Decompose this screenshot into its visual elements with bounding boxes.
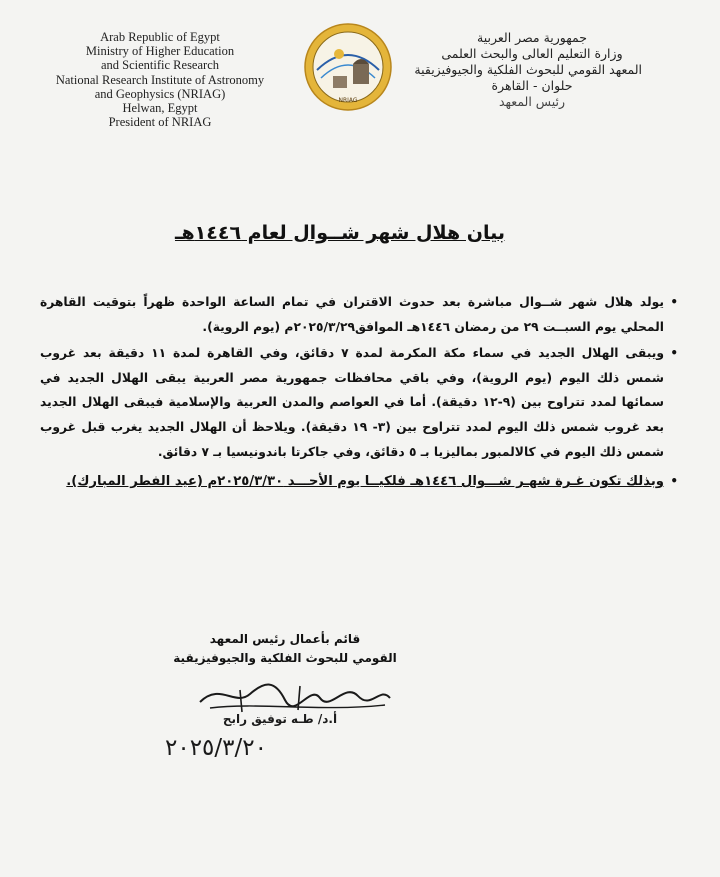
paragraph-text: وبذلك تكون غـرة شهـر شـــوال ١٤٤٦هـ فلكيــا يوم الأحـــد ٢٠٢٥/٣/٣٠م (عيد الفطر المبارك). — [66, 474, 664, 490]
signatory-name: أ.د/ طـه توفيق رابح — [222, 712, 338, 726]
header-en-line: Ministry of Higher Education — [85, 44, 235, 59]
paragraph — [40, 290, 678, 339]
header-ar-line: المعهد القومي للبحوث الفلكية والجيوفيزيقية — [414, 62, 642, 77]
bullet-icon: • — [670, 295, 678, 309]
paragraph-text: ويبقى الهلال الجديد في سماء مكة المكرمة لمدة ٧ دقائق، وفي القاهرة لمدة ١١ دقيقة بعد غروب شمس ذلك اليوم (يوم الروية)، وفي باقي محافظات جمهورية مصر العربية يبقى الهلال الجديد في سمائها لمدد تتراوح بين (٩-١٢ دقيقة). أما في العواصم والمدن العربية والإسلامية فيبقى الهلال الجديد بعد غروب شمس ذلك اليوم لمدد تتراوح بين (٣- ١٩ دقيقة). ويلاحظ أن الهلال الجديد يغرب قبل غروب شمس ذلك اليوم في كالالمبور بماليزيا بـ ٥ دقائق، وفي جاكرتا باندونيسيا بـ ٧ دقائق. — [40, 346, 664, 459]
header-ar-line: حلوان - القاهرة — [491, 78, 573, 93]
header-ar-line: وزارة التعليم العالى والبحث العلمى — [441, 46, 623, 61]
header-english — [40, 30, 280, 129]
header-en-line: Arab Republic of Egypt — [100, 30, 220, 44]
paragraph-text: يولد هلال شهر شــوال مباشرة بعد حدوث الاقتران في تمام الساعة الواحدة ظهراً بتوقيت القاهرة المحلي يوم السبــت ٢٩ من رمضان ١٤٤٦هـ الموافق٢٠٢٥/٣/٢٩م (يوم الروية). — [40, 295, 664, 334]
page-title: بيان هلال شهر شــوال لعام ١٤٤٦هـ — [174, 222, 505, 244]
nriag-seal-icon — [303, 22, 393, 112]
header-en-line: National Research Institute of Astronomy — [55, 72, 265, 87]
paragraph — [40, 341, 678, 464]
header-ar-line: رئيس المعهد — [498, 94, 566, 109]
signature-block — [150, 630, 420, 668]
header-ar-line: جمهورية مصر العربية — [477, 30, 587, 45]
svg-text:NRIAG: NRIAG — [338, 97, 358, 104]
handwritten-date: ٢٠٢٥/٣/٢٠ — [165, 735, 267, 761]
header-en-line: and Scientific Research — [100, 58, 219, 73]
bullet-icon: • — [670, 474, 678, 489]
signature-institute: القومي للبحوث الفلكية والجيوفيزيقية — [173, 651, 397, 665]
header-arabic — [414, 30, 642, 110]
statement-body — [40, 290, 678, 499]
header-en-line: President of NRIAG — [108, 115, 212, 130]
signature-title: قائم بأعمال رئيس المعهد — [209, 632, 361, 646]
bullet-icon: • — [670, 346, 678, 361]
header-en-line: and Geophysics (NRIAG) — [94, 86, 226, 101]
paragraph — [40, 466, 678, 497]
header-en-line: Helwan, Egypt — [122, 101, 198, 116]
